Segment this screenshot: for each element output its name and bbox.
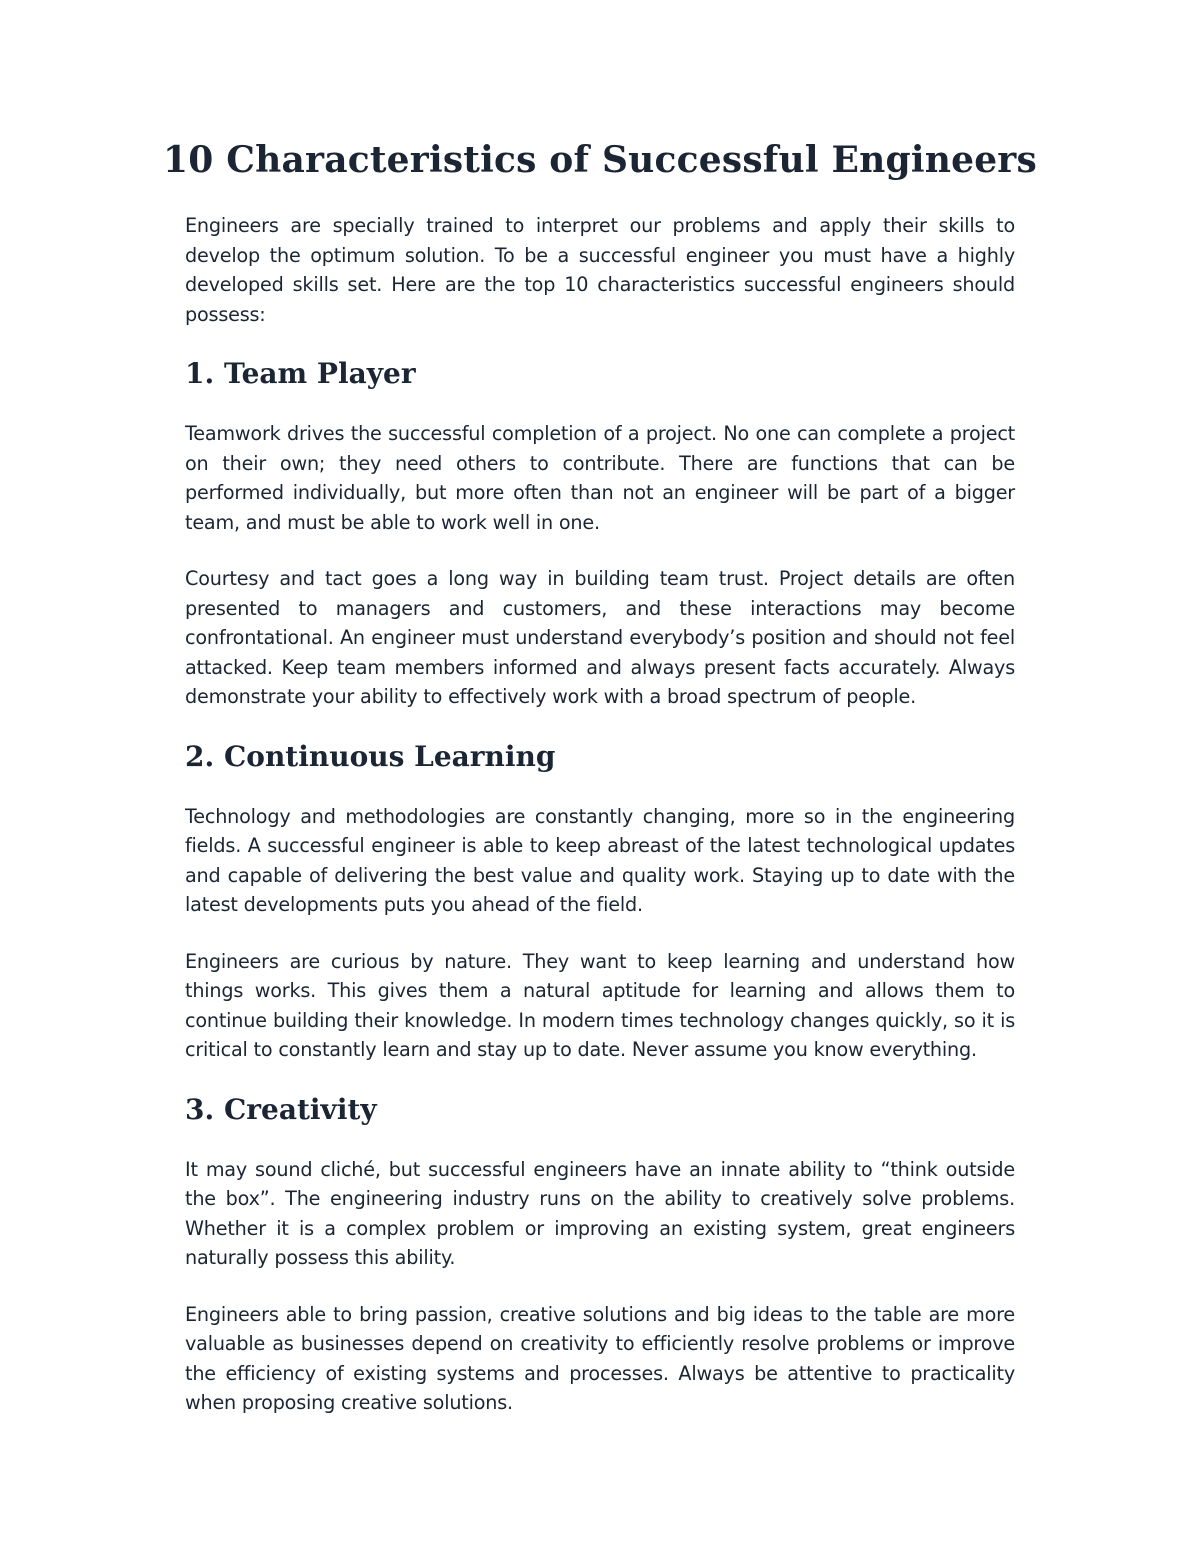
section-team-player <box>185 356 1015 712</box>
intro-paragraph: Engineers are specially trained to interpret our problems and apply their skills to develop the optimum solution. To be a successful engineer you must have a highly developed skills set. Here are the top 10 characteristics successful engineers should possess: <box>185 214 1015 326</box>
creativity-paragraph-2: Engineers able to bring passion, creative solutions and big ideas to the table are more valuable as businesses depend on creativity to efficiently resolve problems or improve the efficiency of existing systems and processes. Always be attentive to practicality when proposing creative solutions. <box>185 1302 1015 1414</box>
continuous-learning-paragraph-1: Technology and methodologies are constantly changing, more so in the engineering fields. A successful engineer is able to keep abreast of the latest technological updates and capable of delivering the best value and quality work. Staying up to date with the latest developments puts you ahead of the field. <box>185 804 1015 916</box>
section-heading-team-player: 1. Team Player <box>185 357 416 390</box>
section-continuous-learning <box>185 739 1015 1065</box>
section-heading-creativity: 3. Creativity <box>185 1092 377 1126</box>
creativity-paragraph-1: It may sound cliché, but successful engineers have an innate ability to “think outside the box”. The engineering industry runs on the ability to creatively solve problems. Whether it is a complex problem or improving an existing system, great engineers naturally possess this ability. <box>185 1157 1015 1269</box>
section-creativity <box>185 1092 1015 1418</box>
section-heading-continuous-learning: 2. Continuous Learning <box>185 739 556 773</box>
team-player-paragraph-2: Courtesy and tact goes a long way in building team trust. Project details are often presented to managers and customers, and these interactions may become confrontational. An engineer must understand everybody’s position and should not feel attacked. Keep team members informed and always present facts accurately. Always demonstrate your ability to effectively work with a broad spectrum of people. <box>185 567 1015 708</box>
continuous-learning-paragraph-2: Engineers are curious by nature. They want to keep learning and understand how things works. This gives them a natural aptitude for learning and allows them to continue building their knowledge. In modern times technology changes quickly, so it is critical to constantly learn and stay up to date. Never assume you know everything. <box>185 949 1015 1061</box>
document-title: 10 Characteristics of Successful Engineers <box>163 139 1037 181</box>
team-player-paragraph-1: Teamwork drives the successful completion of a project. No one can complete a project on their own; they need others to contribute. There are functions that can be performed individually, but more often than not an engineer will be part of a bigger team, and must be able to work well in one. <box>185 422 1015 534</box>
document-body <box>185 211 1015 1445</box>
